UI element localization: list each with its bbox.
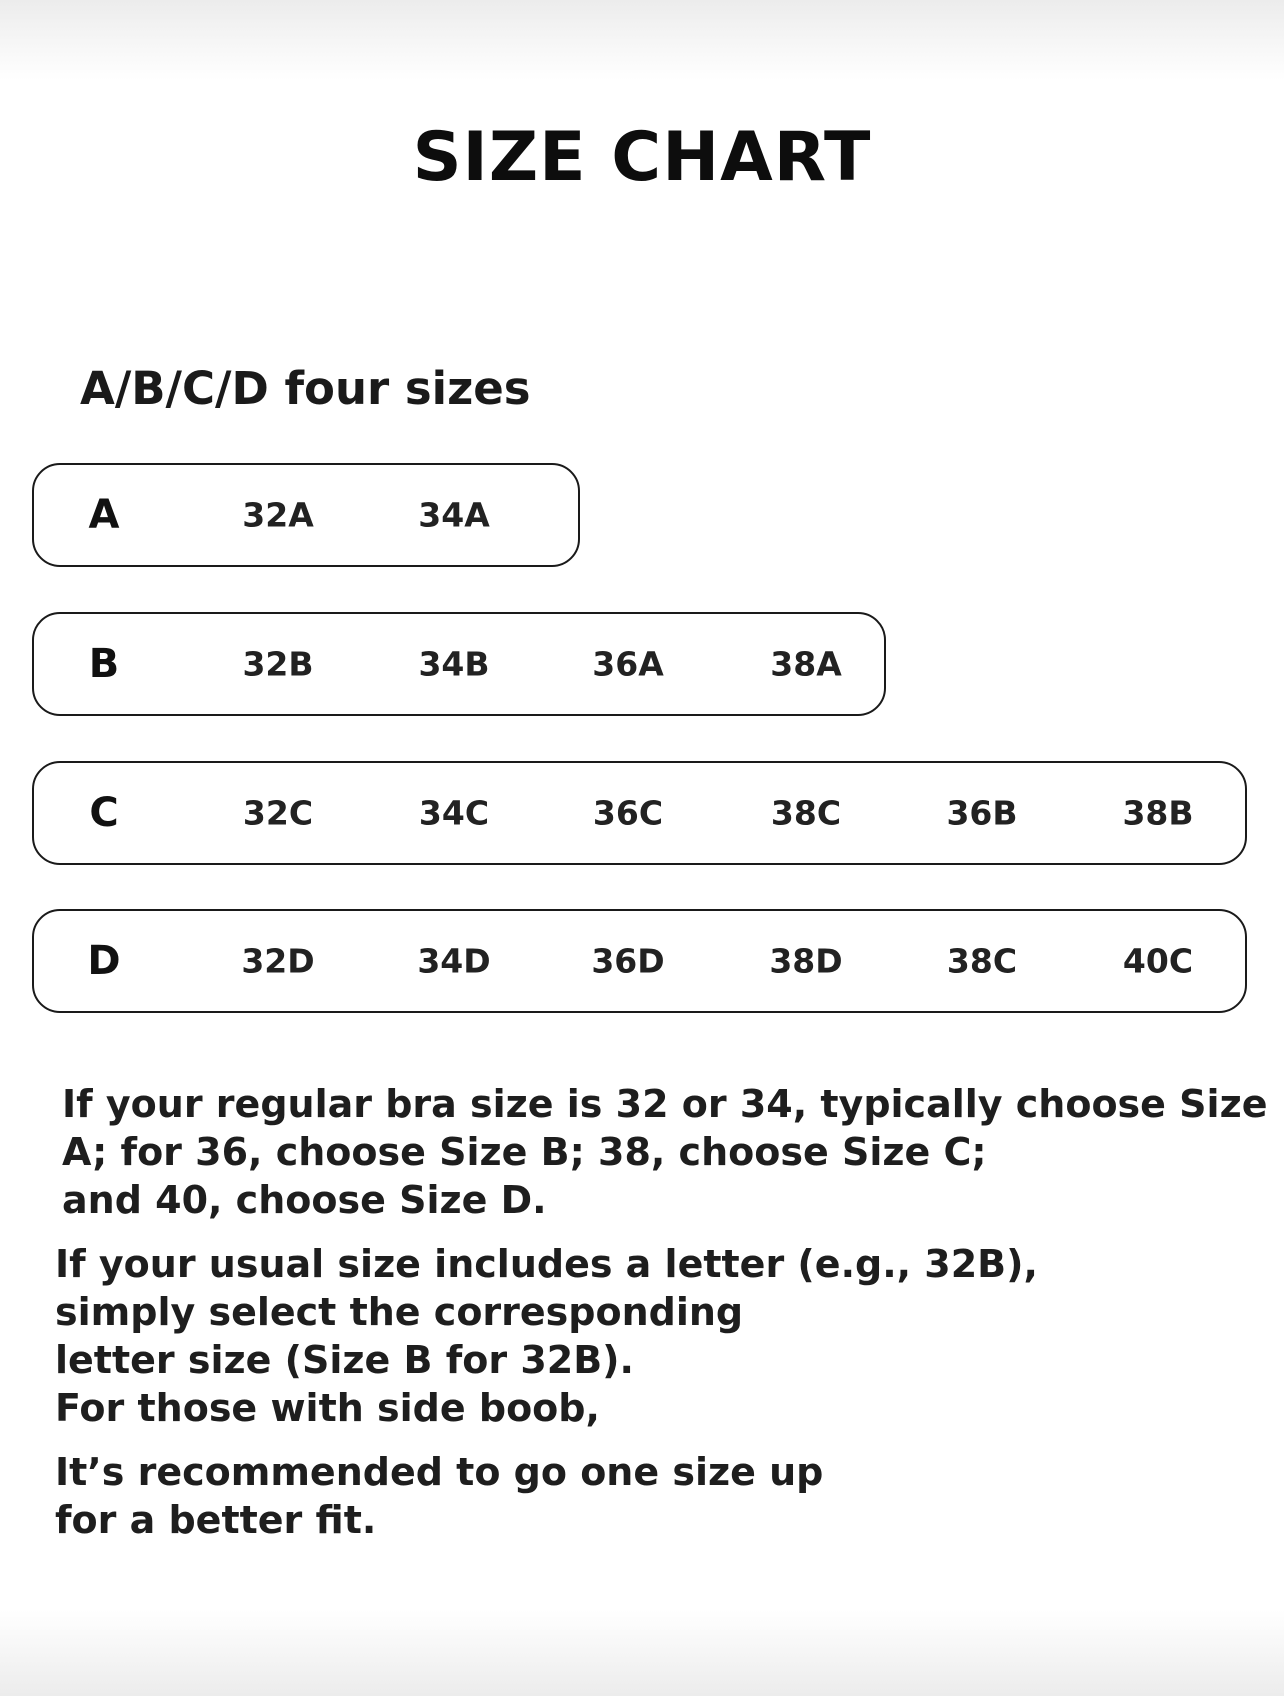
size-cell: 32B [242,644,314,684]
size-cell: 36B [946,793,1018,833]
note-line: For those with side boob, [55,1386,600,1430]
size-cell: 40C [1122,941,1194,981]
sizing-note-recommendation [55,1448,823,1544]
size-cell: 38C [946,941,1018,981]
page-title: SIZE CHART [412,118,872,197]
note-line: simply select the corresponding [55,1290,744,1334]
note-line: A; for 36, choose Size B; 38, choose Size C; [62,1130,987,1174]
size-letter: B [88,641,120,687]
size-cell: 38C [770,793,842,833]
size-cell: 32D [241,941,315,981]
note-line: for a better fit. [55,1498,377,1542]
size-cell: 38A [770,644,842,684]
size-cell: 32C [242,793,314,833]
size-row-d [32,909,1247,1013]
size-row-a [32,463,580,567]
size-cell: 34D [417,941,491,981]
note-line: letter size (Size B for 32B). [55,1338,634,1382]
size-cell: 34B [418,644,490,684]
size-cell: 32A [242,495,314,535]
note-line: If your regular bra size is 32 or 34, typically choose Size [62,1082,1268,1126]
size-letter: A [88,492,120,538]
sizing-note-letter [55,1240,1038,1432]
size-cell: 34C [418,793,490,833]
size-letter: C [89,790,119,836]
size-cell: 38B [1122,793,1194,833]
section-subtitle: A/B/C/D four sizes [80,362,531,415]
size-cell: 36C [592,793,664,833]
size-row-b [32,612,886,716]
size-cell: 36A [592,644,664,684]
size-cell: 36D [591,941,665,981]
note-line: It’s recommended to go one size up [55,1450,824,1494]
size-letter: D [87,938,121,984]
note-line: If your usual size includes a letter (e.g., 32B), [55,1242,1038,1286]
size-cell: 34A [418,495,490,535]
sizing-note-regular [62,1080,1267,1224]
size-row-c [32,761,1247,865]
note-line: and 40, choose Size D. [62,1178,547,1222]
size-cell: 38D [769,941,843,981]
